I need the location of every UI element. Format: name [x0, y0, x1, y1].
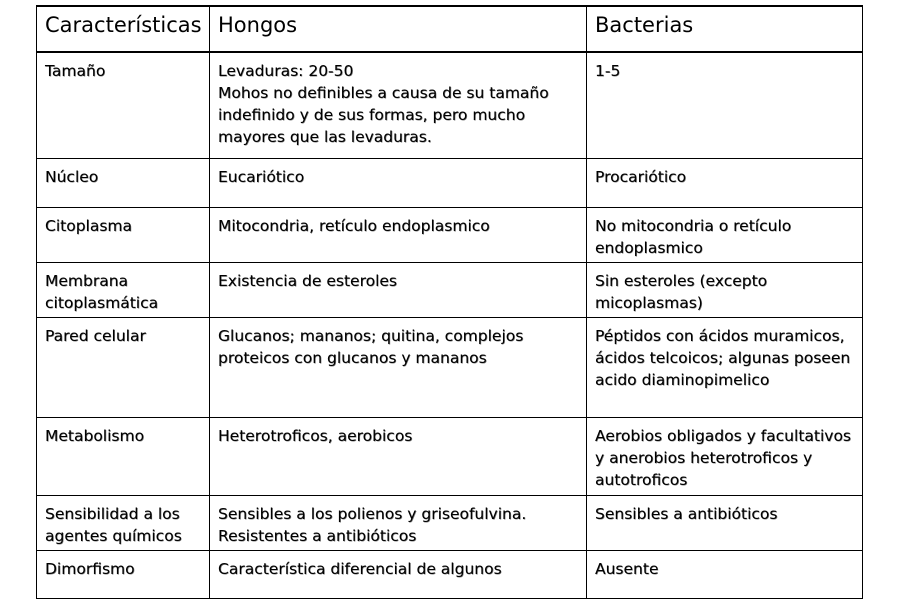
characteristic-cell: Metabolismo [37, 418, 210, 496]
header-hongos: Hongos [210, 6, 587, 52]
hongos-text: Característica diferencial de algunos [218, 560, 502, 578]
bacterias-cell: Péptidos con ácidos muramicos, ácidos telcoicos; algunas poseen acido diaminopimelico [587, 318, 863, 418]
hongos-text: Existencia de esteroles [218, 272, 397, 290]
hongos-cell [210, 159, 587, 208]
table-row [37, 159, 863, 208]
characteristic-cell: Citoplasma [37, 208, 210, 263]
hongos-text: Mitocondria, retículo endoplasmico [218, 217, 490, 235]
hongos-text: Sensibles a los polienos y griseofulvina. Resistentes a antibióticos [218, 505, 527, 545]
characteristic-cell: Pared celular [37, 318, 210, 418]
hongos-cell [210, 263, 587, 318]
hongos-cell [210, 208, 587, 263]
hongos-text: Heterotroficos, aerobicos [218, 427, 413, 445]
bacterias-cell: 1-5 [587, 52, 863, 159]
hongos-cell [210, 318, 587, 418]
table-row [37, 208, 863, 263]
hongos-cell [210, 496, 587, 551]
characteristic-cell: Dimorfismo [37, 551, 210, 599]
hongos-cell [210, 418, 587, 496]
hongos-cell [210, 52, 587, 159]
bacterias-cell: Ausente [587, 551, 863, 599]
bacterias-cell: Procariótico [587, 159, 863, 208]
header-row [37, 6, 863, 52]
table-row [37, 52, 863, 159]
table-row [37, 318, 863, 418]
header-bacterias: Bacterias [587, 6, 863, 52]
hongos-text: Glucanos; mananos; quitina, complejos proteicos con glucanos y mananos [218, 327, 524, 367]
bacterias-cell: No mitocondria o retículo endoplasmico [587, 208, 863, 263]
table-row [37, 551, 863, 599]
hongos-text: Levaduras: 20-50 [218, 62, 354, 80]
table-row [37, 418, 863, 496]
hongos-text: Eucariótico [218, 168, 305, 186]
table-row [37, 496, 863, 551]
bacterias-cell: Sin esteroles (excepto micoplasmas) [587, 263, 863, 318]
hongos-cell [210, 551, 587, 599]
characteristic-cell: Membrana citoplasmática [37, 263, 210, 318]
comparison-table [36, 5, 863, 599]
header-characteristics: Características [37, 6, 210, 52]
characteristic-cell: Tamaño [37, 52, 210, 159]
bacterias-cell: Sensibles a antibióticos [587, 496, 863, 551]
bacterias-cell: Aerobios obligados y facultativos y anerobios heterotroficos y autotroficos [587, 418, 863, 496]
characteristic-cell: Sensibilidad a los agentes químicos [37, 496, 210, 551]
characteristic-cell: Núcleo [37, 159, 210, 208]
hongos-text: Mohos no definibles a causa de su tamaño indefinido y de sus formas, pero mucho mayores que las levaduras. [218, 84, 549, 146]
table-row [37, 263, 863, 318]
